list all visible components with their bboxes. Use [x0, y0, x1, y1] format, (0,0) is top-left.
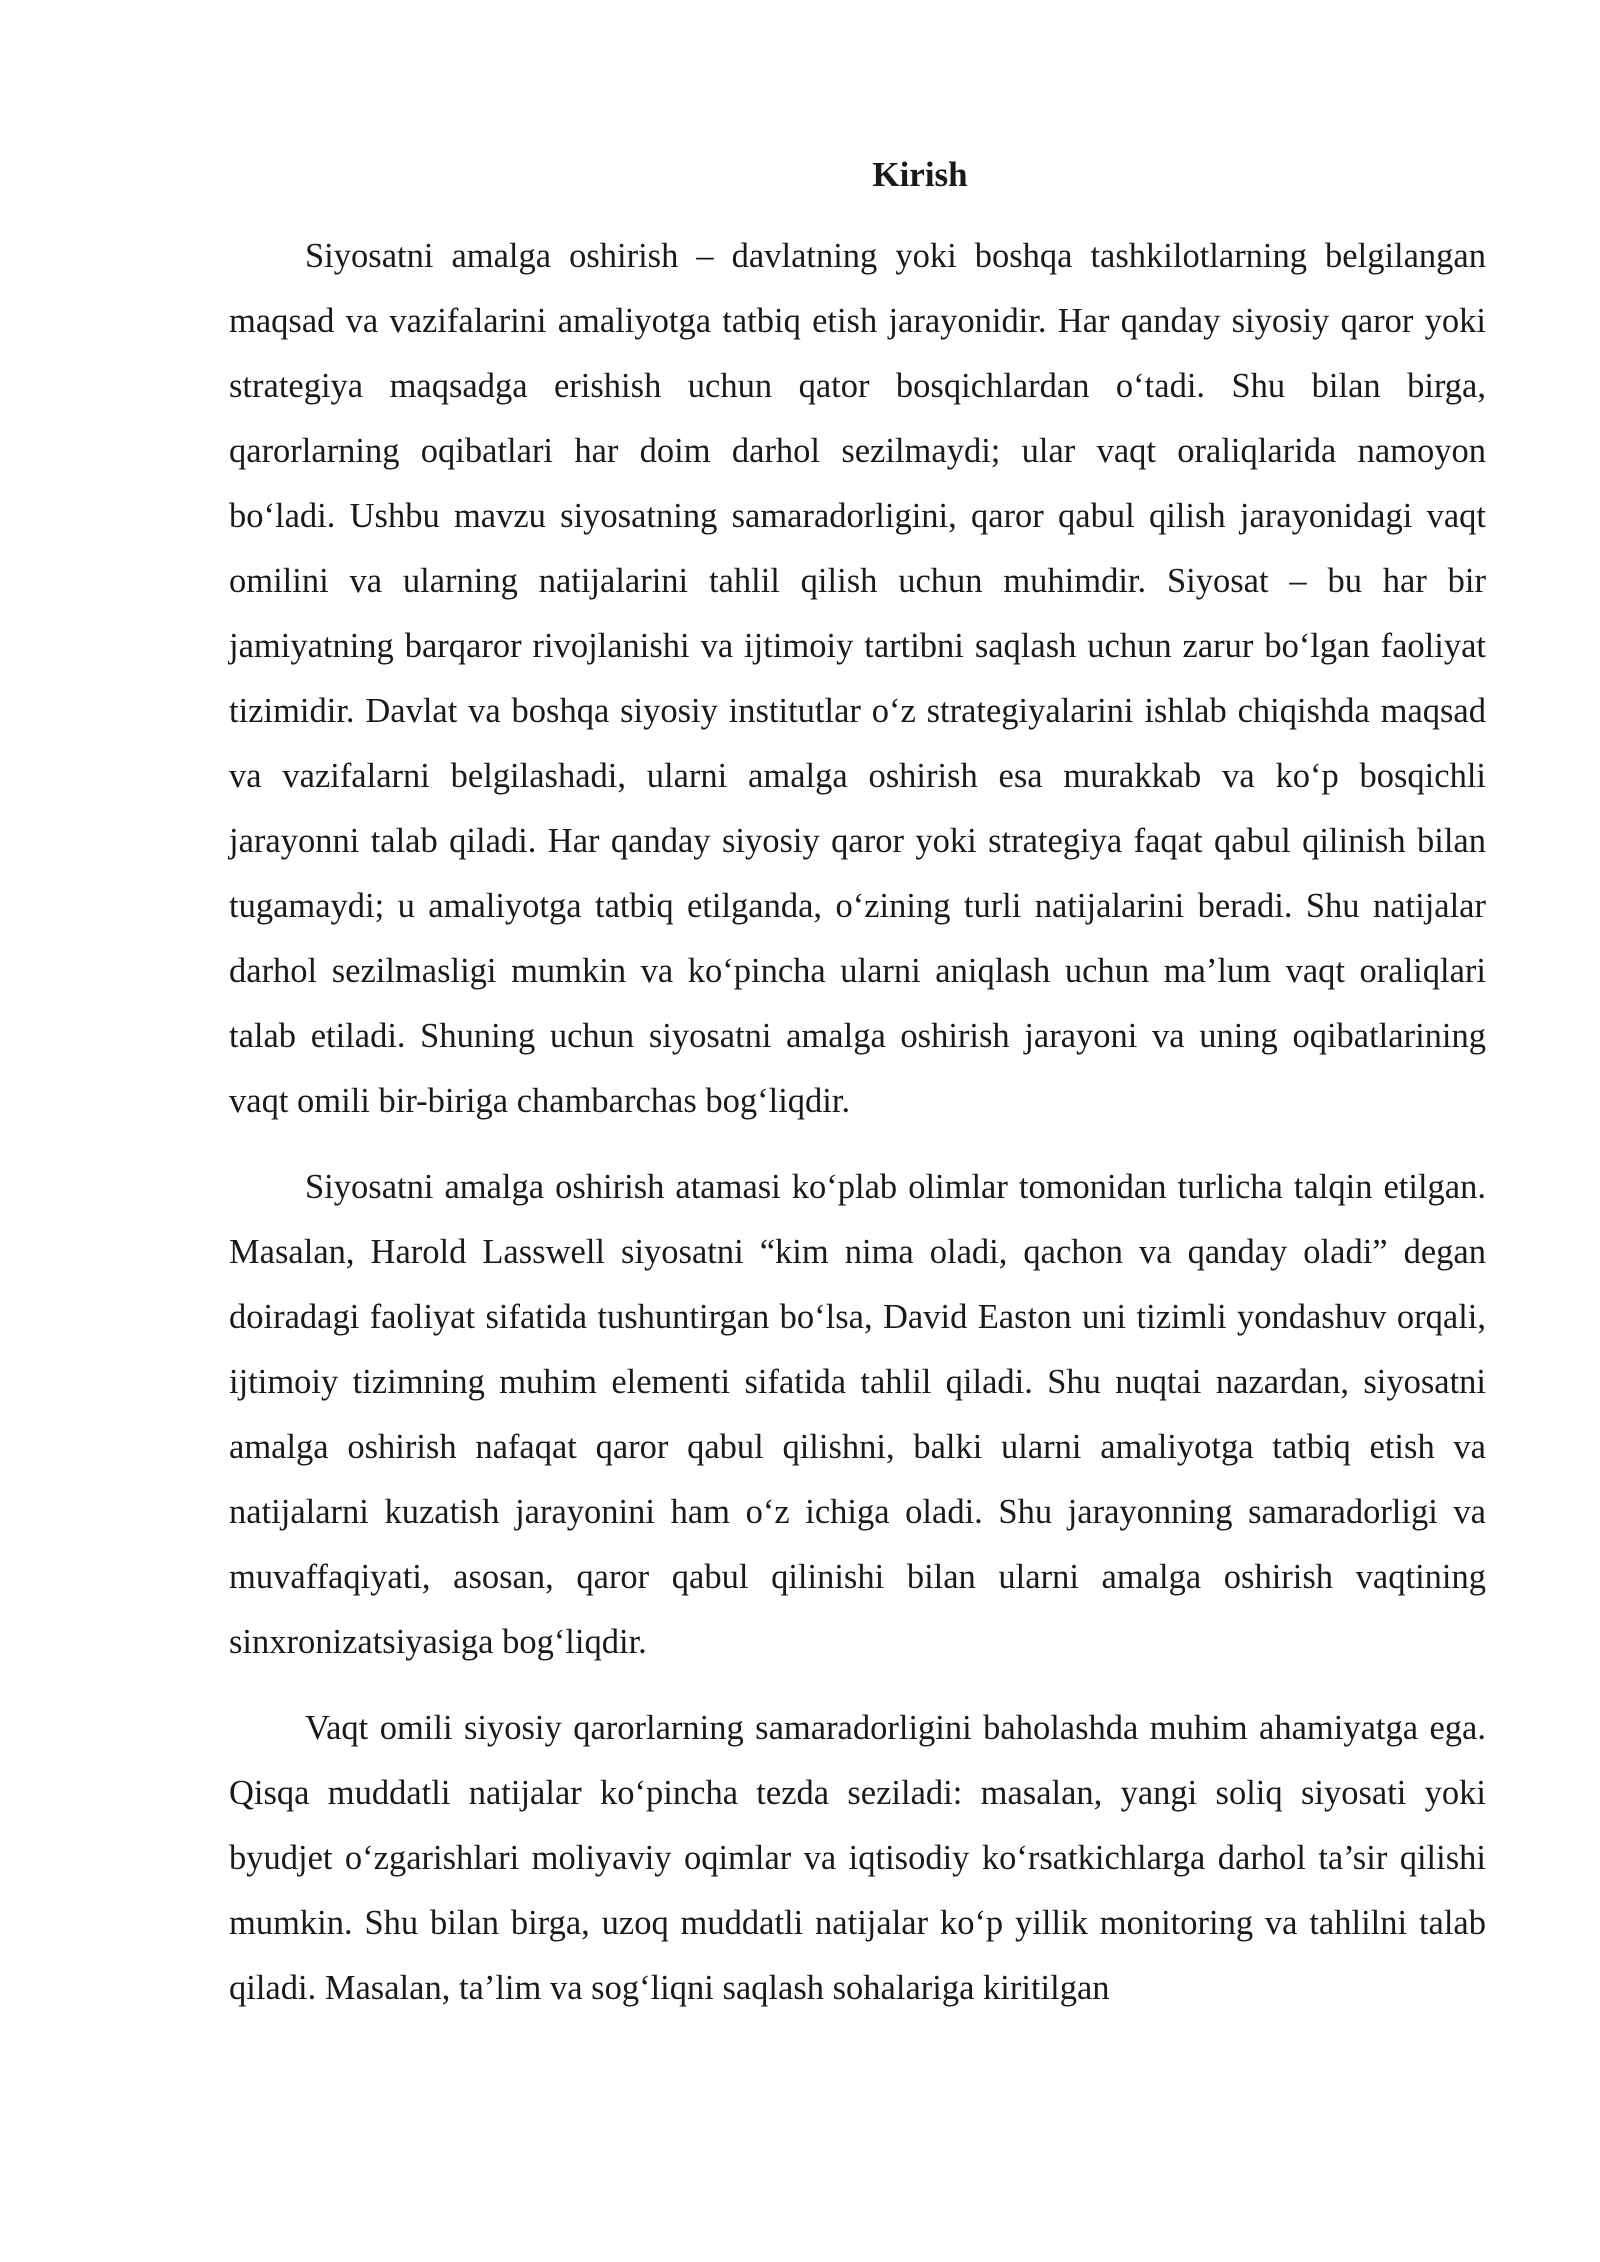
paragraph-1: Siyosatni amalga oshirish – davlatning yoki boshqa tashkilotlarning belgilangan maqsad va vazifalarini amaliyotga tatbiq etish jarayonidir. Har qanday siyosiy qaror yoki strategiya maqsadga erishish uchun qator bosqichlardan o‘tadi. Shu bilan birga, qarorlarning oqibatlari har doim darhol sezilmaydi; ular vaqt oraliqlarida namoyon bo‘ladi. Ushbu mavzu siyosatning samaradorligini, qaror qabul qilish jarayonidagi vaqt omilini va ularning natijalarini tahlil qilish uchun muhimdir. Siyosat – bu har bir jamiyatning barqaror rivojlanishi va ijtimoiy tartibni saqlash uchun zarur bo‘lgan faoliyat tizimidir. Davlat va boshqa siyosiy institutlar o‘z strategiyalarini ishlab chiqishda maqsad va vazifalarni belgilashadi, ularni amalga oshirish esa murakkab va ko‘p bosqichli jarayonni talab qiladi. Har qanday siyosiy qaror yoki strategiya faqat qabul qilinish bilan tugamaydi; u amaliyotga tatbiq etilganda, o‘zining turli natijalarini beradi. Shu natijalar darhol sezilmasligi mumkin va ko‘pincha ularni aniqlash uchun ma’lum vaqt oraliqlari talab etiladi. Shuning uchun siyosatni amalga oshirish jarayoni va uning oqibatlarining vaqt omili bir-biriga chambarchas bog‘liqdir.: [229, 237, 1486, 1120]
section-title: Kirish: [872, 155, 968, 194]
document-body: [229, 148, 1486, 2042]
paragraph-3: Vaqt omili siyosiy qarorlarning samaradorligini baholashda muhim ahamiyatga ega. Qisqa muddatli natijalar ko‘pincha tezda seziladi: masalan, yangi soliq siyosati yoki byudjet o‘zgarishlari moliyaviy oqimlar va iqtisodiy ko‘rsatkichlarga darhol ta’sir qilishi mumkin. Shu bilan birga, uzoq muddatli natijalar ko‘p yillik monitoring va tahlilni talab qiladi. Masalan, ta’lim va sog‘liqni saqlash sohalariga kiritilgan: [229, 1709, 1486, 2007]
paragraph-2: Siyosatni amalga oshirish atamasi ko‘plab olimlar tomonidan turlicha talqin etilgan. Masalan, Harold Lasswell siyosatni “kim nima oladi, qachon va qanday oladi” degan doiradagi faoliyat sifatida tushuntirgan bo‘lsa, David Easton uni tizimli yondashuv orqali, ijtimoiy tizimning muhim elementi sifatida tahlil qiladi. Shu nuqtai nazardan, siyosatni amalga oshirish nafaqat qaror qabul qilishni, balki ularni amaliyotga tatbiq etish va natijalarni kuzatish jarayonini ham o‘z ichiga oladi. Shu jarayonning samaradorligi va muvaffaqiyati, asosan, qaror qabul qilinishi bilan ularni amalga oshirish vaqtining sinxronizatsiyasiga bog‘liqdir.: [229, 1168, 1486, 1661]
